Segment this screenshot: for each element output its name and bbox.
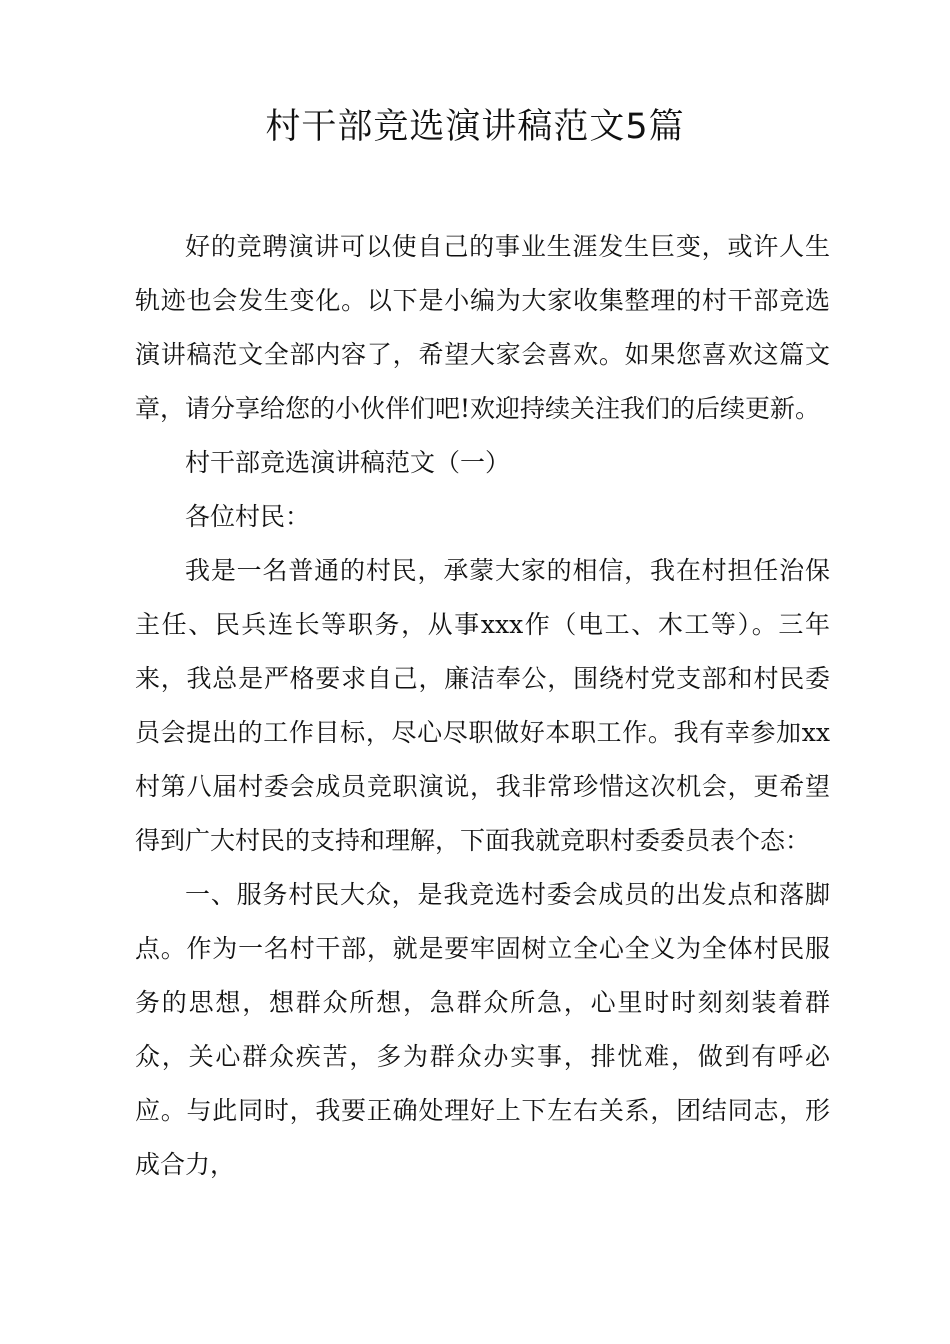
greeting-block [135, 490, 830, 544]
document-title: 村干部竞选演讲稿范文5篇 [265, 107, 685, 147]
body-paragraph: 我是一名普通的村民，承蒙大家的相信，我在村担任治保主任、民兵连长等职务，从事xxx作（电工、木工等）。三年来，我总是严格要求自己，廉洁奉公，围绕村党支部和村民委员会提出的工作目标，尽心尽职做好本职工作。我有幸参加xx村第八届村委会成员竞职演说，我非常珍惜这次机会，更希望得到广大村民的支持和理解，下面我就竞职村委委员表个态： [135, 556, 830, 855]
body-paragraph-2-block [135, 868, 830, 1192]
section-subheading: 村干部竞选演讲稿范文（一） [185, 448, 511, 477]
body-paragraph-1-block [135, 544, 830, 868]
greeting-line: 各位村民： [185, 502, 311, 531]
body-paragraph: 一、服务村民大众，是我竞选村委会成员的出发点和落脚点。作为一名村干部，就是要牢固树立全心全义为全体村民服务的思想，想群众所想，急群众所急，心里时时刻刻装着群众，关心群众疾苦，多为群众办实事，排忧难，做到有呼必应。与此同时，我要正确处理好上下左右关系，团结同志，形成合力， [135, 880, 830, 1179]
subheading-block [135, 436, 830, 490]
intro-paragraph-block [135, 220, 830, 436]
intro-paragraph: 好的竞聘演讲可以使自己的事业生涯发生巨变，或许人生轨迹也会发生变化。以下是小编为大家收集整理的村干部竞选演讲稿范文全部内容了，希望大家会喜欢。如果您喜欢这篇文章，请分享给您的小伙伴们吧!欢迎持续关注我们的后续更新。 [135, 232, 830, 423]
